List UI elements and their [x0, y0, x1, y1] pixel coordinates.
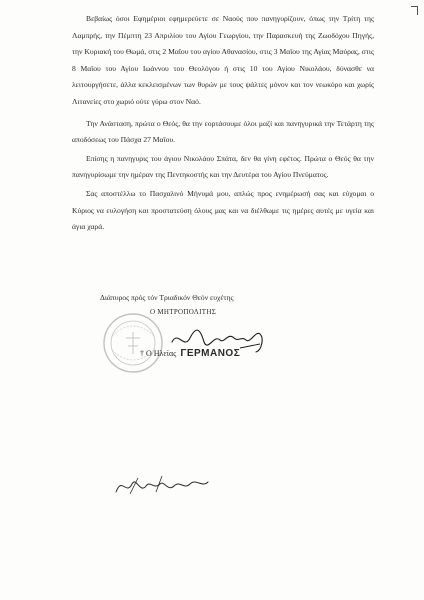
- paragraph-easter-message: Σας αποστέλλω το Πασχαλινό Μήνυμά μου, απλώς προς ενημέρωσή σας και εύχομαι ο Κύριος να ευλογήση και προστατεύση όλους μας και να διέλθωμε τις ημέρες αυτές με υγεία και άγια χαρά.: [72, 188, 374, 232]
- paragraph-feast-days: Βεβαίως όσοι Εφημέριοι εφημερεύετε σε Ναούς που πανηγυρίζουν, όπως την Τρίτη της Λαμπρής, την Πέμπτη 23 Απριλίου του Αγίου Γεωργίου, την Παρασκευή της Ζωοδόχου Πηγής, την Κυριακή του Θωμά, στις 2 Μαΐου του αγίου Αθανασίου, στις 3 Μαΐου της Αγίας Μαύρας, στις 8 Μαΐου του Αγίου Ιωάννου του Θεολόγου ή στις 10 του Αγίου Νικολάου, δύνασθε να λειτουργήσετε, άλλα κεκλεισμένων των θυρών με τους ψάλτες μόνον και τον νεωκόρο και χωρίς Λιτανείες στο χωριό ούτε γύρω στον Ναό.: [72, 14, 374, 106]
- signer-prefix: † Ο Ηλείας: [140, 349, 177, 358]
- letter-body: [72, 11, 374, 236]
- metropolitan-label: Ο ΜΗΤΡΟΠΟΛΙΤΗΣ: [150, 308, 217, 316]
- page-corner-mark: [411, 6, 418, 15]
- paragraph-saint-nicholas: Επίσης η πανηγυρις του άγιου Νικολάου Σπάτα, δεν θα γίνη εφέτος. Πρώτα ο Θεός θα την πανηγυρίσωμε την ημέραν της Πεντηκοστής και την Δευτέρα του Αγίου Πνεύματος.: [72, 153, 374, 180]
- signer-line: [140, 348, 240, 359]
- signer-name: ΓΕΡΜΑΝΟΣ: [180, 348, 241, 359]
- paragraph-resurrection: Την Ανάσταση, πρώτα ο Θεός, θα την εορτάσουμε όλοι μαζί και πανηγυρικά την Τετάρτη της αποδόσεως του Πάσχα 27 Μαΐου.: [72, 118, 374, 145]
- closing-line: Διάπυρος πρός τόν Τριαδικόν Θεόν ευχέτης: [100, 293, 234, 302]
- lower-signature-scribble: [112, 468, 217, 502]
- metropolis-seal-stamp: [102, 312, 164, 374]
